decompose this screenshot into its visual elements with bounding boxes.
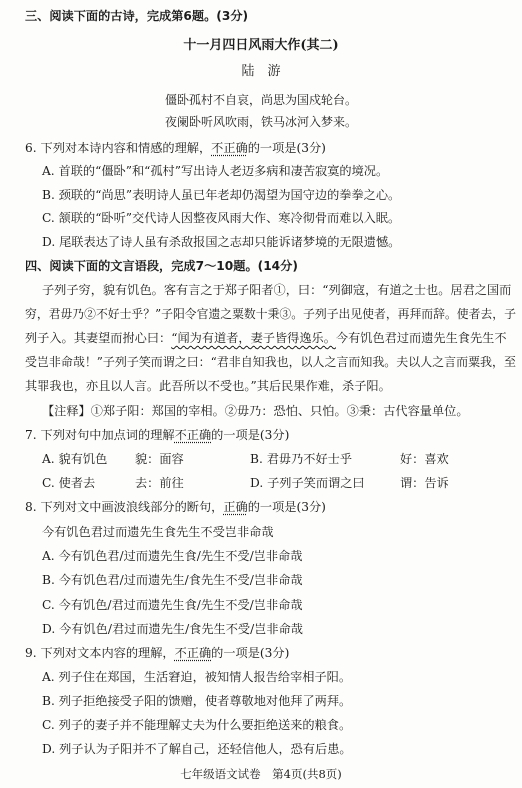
q8-sentence: 今有饥色君过而遗先生食先生不受岂非命哉 [42,525,274,539]
passage-line-1: 子列子穷，貌有饥色。客有言之于郑子阳者①，曰：“列御寇，有道之士也。居君之国而 [42,283,512,297]
q7-option-a-gloss: 貌：面容 [135,452,184,466]
q9-option-b: B. 列子拒绝接受子阳的馈赠，使者尊敬地对他拜了两拜。 [42,694,352,708]
q9-option-c: C. 列子的妻子并不能理解丈夫为什么要拒绝送来的粮食。 [42,718,352,732]
section3-heading: 三、阅读下面的古诗，完成第6题。(3分) [25,9,249,23]
passage-line-2: 穷，君毋乃②不好士乎？”子阳令官遗之粟数十秉③。子列子出见使者，再拜而辞。使者去，子 [25,307,516,321]
q6-option-a: A. 首联的“僵卧”和“孤村”写出诗人老迈多病和凄苦寂寞的境况。 [42,164,389,178]
q8-option-b: B. 今有饥色君/过而遗先生/食先生不受/岂非命哉 [42,573,303,587]
q7-option-b-text: B. 君毋乃不好士乎 [250,452,353,466]
poet-name: 陆 游 [241,64,281,79]
q7-option-c-text: C. 使者去 [42,476,96,490]
q8-option-a: A. 今有饥色君/过而遗先生食/先生不受/岂非命哉 [42,549,303,563]
q7-emphasis: 不正确 [174,428,212,442]
page-footer: 七年级语文试卷 第4页(共8页) [180,767,342,781]
q6-option-b: B. 颈联的“尚思”表明诗人虽已年老却仍渴望为国守边的拳拳之心。 [42,188,401,202]
q7-option-d-gloss: 谓：告诉 [400,476,449,490]
q7-option-a-text: A. 貌有饥色 [42,452,108,466]
annotation-note: 【注释】①郑子阳：郑国的宰相。②毋乃：恐怕、只怕。③秉：古代容量单位。 [42,404,469,418]
q6-emphasis: 不正确 [211,141,248,155]
passage-line-5: 其罪我也，亦且以人言。此吾所以不受也。”其后民果作难，杀子阳。 [25,379,391,393]
q7-option-d-text: D. 子列子笑而谓之曰 [250,476,365,490]
q6-option-c: C. 颔联的“卧听”交代诗人因整夜风雨大作、寒冷彻骨而难以入眠。 [42,211,401,225]
q7-stem: 7. 下列对句中加点词的理解不正确的一项是(3分) [25,428,290,442]
passage-line-3: 列子入。其妻望而拊心曰：“闻为有道者，妻子皆得逸乐。今有饥色君过而遗先生食先生不 [25,331,507,345]
q9-stem: 9. 下列对文本内容的理解，不正确的一项是(3分) [25,646,290,660]
poem-title: 十一月四日风雨大作(其二) [183,38,339,53]
q7-option-b-gloss: 好：喜欢 [400,452,449,466]
poem-line-1: 僵卧孤村不自哀，尚思为国戍轮台。 [164,93,357,107]
q8-emphasis: 正确 [223,500,248,514]
q6-option-d: D. 尾联表达了诗人虽有杀敌报国之志却只能诉诸梦境的无限遗憾。 [42,235,401,249]
q8-stem: 8. 下列对文中画波浪线部分的断句，正确的一项是(3分) [25,500,326,514]
q6-stem: 6. 下列对本诗内容和情感的理解，不正确的一项是(3分) [25,141,326,155]
passage-line-4: 受岂非命哉！”子列子笑而谓之曰：“君非自知我也，以人之言而知我。夫以人之言而粟我，至 [25,355,516,369]
q8-option-c: C. 今有饥色/君过而遗先生食/先生不受/岂非命哉 [42,598,303,612]
q8-option-d: D. 今有饥色/君过而遗先生/食先生不受/岂非命哉 [42,622,303,636]
q9-option-d: D. 列子认为子阳并不了解自己，还轻信他人，恐有后患。 [42,742,352,756]
wavy-underline-part1: “闻为有道者，妻子皆得逸乐。 [171,331,336,345]
q9-emphasis: 不正确 [174,646,212,660]
q9-option-a: A. 列子住在郑国，生活窘迫，被知情人报告给宰相子阳。 [42,670,352,684]
q7-option-c-gloss: 去：前往 [135,476,184,490]
section4-heading: 四、阅读下面的文言语段，完成7～10题。(14分) [25,259,298,273]
poem-line-2: 夜阑卧听风吹雨，铁马冰河入梦来。 [164,115,357,129]
